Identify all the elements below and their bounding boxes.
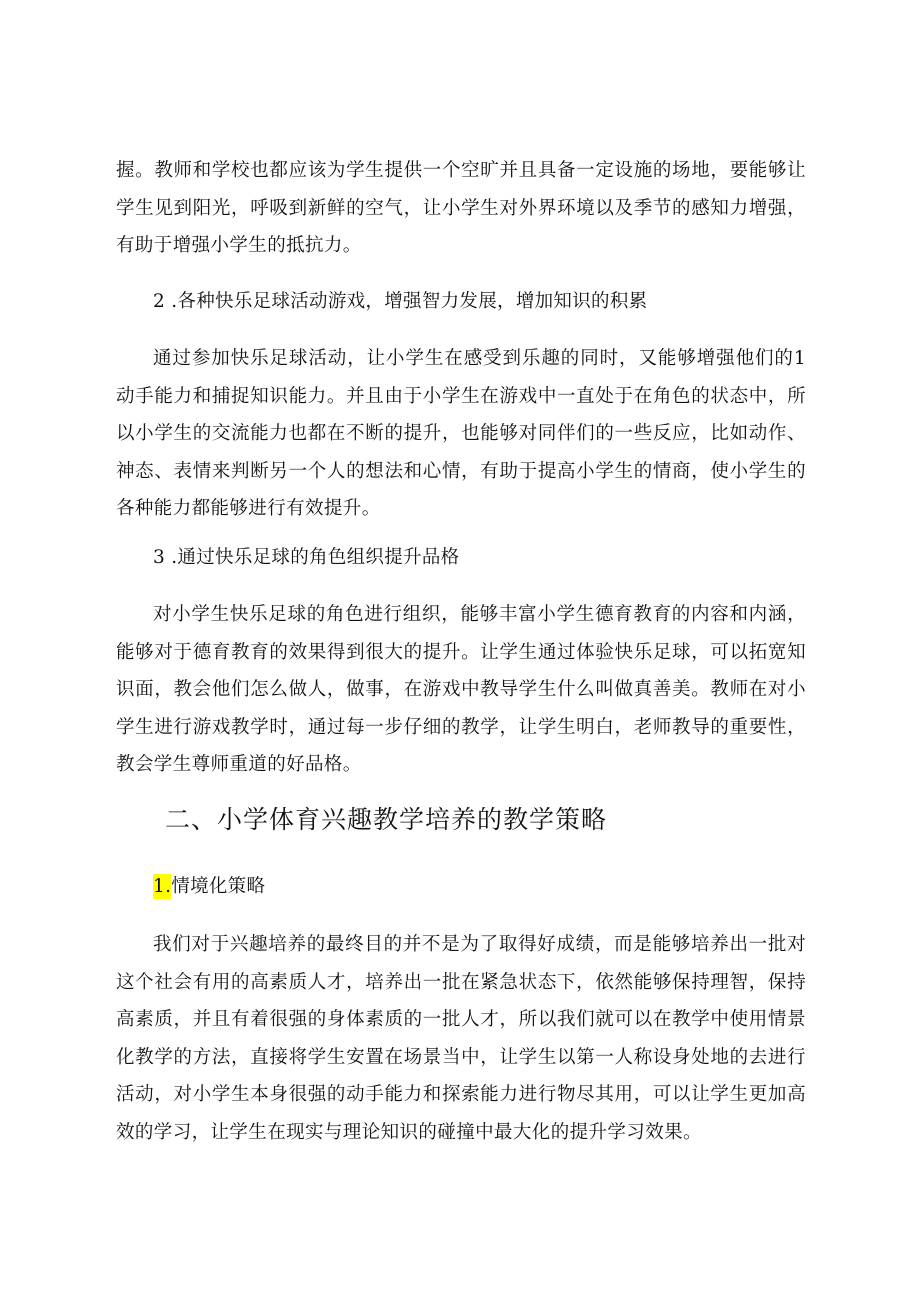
subsection-1-body: 我们对于兴趣培养的最终目的并不是为了取得好成绩，而是能够培养出一批对这个社会有用的高素质人才，培养出一批在紧急状态下，依然能够保持理智，保持高素质，并且有着很强的身体素质的一批人才，所以我们就可以在教学中使用情景化教学的方法，直接将学生安置在场景当中，让学生以第一人称设身处地的去进行活动，对小学生本身很强的动手能力和探索能力进行物尽其用，可以让学生更加高效的学习，让学生在现实与理论知识的碰撞中最大化的提升学习效果。 (116, 934, 806, 1143)
subsection-1-heading (153, 872, 265, 902)
item-2-body: 通过参加快乐足球活动，让小学生在感受到乐趣的同时，又能够增强他们的1动手能力和捕捉知识能力。并且由于小学生在游戏中一直处于在角色的状态中，所以小学生的交流能力也都在不断的提升，也能够对同伴们的一些反应，比如动作、神态、表情来判断另一个人的想法和心情，有助于提高小学生的情商，使小学生的各种能力都能够进行有效提升。 (116, 348, 806, 519)
paragraph-continued: 握。教师和学校也都应该为学生提供一个空旷并且具备一定设施的场地，要能够让学生见到阳光，呼吸到新鲜的空气，让小学生对外界环境以及季节的感知力增强，有助于增强小学生的抵抗力。 (116, 160, 806, 256)
subsection-1-title: 情境化策略 (171, 876, 266, 897)
section-2-heading: 二、小学体育兴趣教学培养的教学策略 (165, 805, 608, 834)
item-3-heading: 3 .通过快乐足球的角色组织提升品格 (153, 547, 460, 568)
item-3-body: 对小学生快乐足球的角色进行组织，能够丰富小学生德育教育的内容和内涵，能够对于德育教育的效果得到很大的提升。让学生通过体验快乐足球，可以拓宽知识面，教会他们怎么做人，做事，在游戏中教导学生什么叫做真善美。教师在对小学生进行游戏教学时，通过每一步仔细的教学，让学生明白，老师教导的重要性，教会学生尊师重道的好品格。 (116, 604, 806, 775)
item-2-heading: 2 .各种快乐足球活动游戏，增强智力发展，增加知识的积累 (153, 291, 648, 312)
subsection-1-number-highlight: 1. (153, 876, 172, 897)
